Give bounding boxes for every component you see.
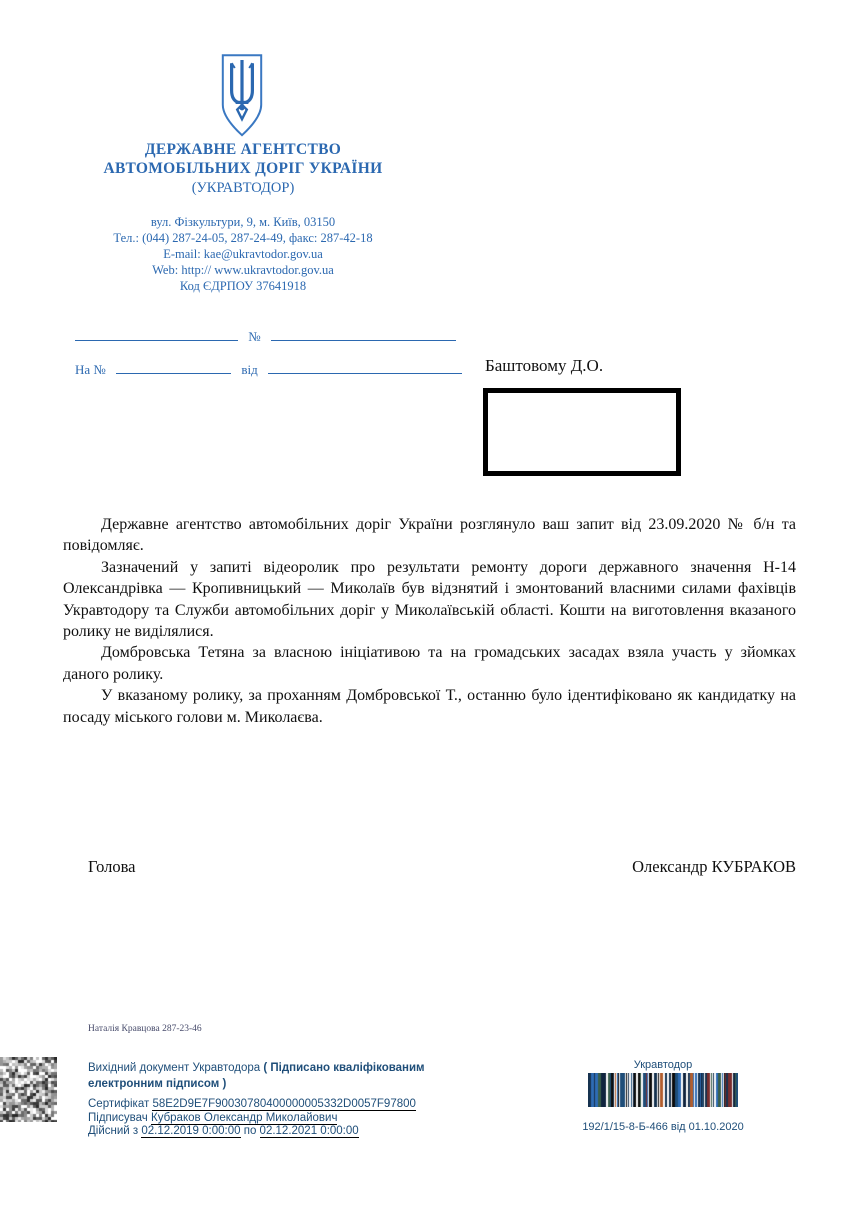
na-no-label: На № <box>75 362 106 377</box>
date-blank-field <box>75 328 238 341</box>
org-phone: Тел.: (044) 287-24-05, 287-24-49, факс: 287-42-18 <box>113 231 373 245</box>
coat-of-arms-icon <box>218 52 266 140</box>
signer-name: Олександр КУБРАКОВ <box>632 857 796 876</box>
body-paragraph-1: Державне агентство автомобільних доріг України розглянуло ваш запит від 23.09.2020 № б/н та повідомляє. <box>63 516 796 555</box>
executor-contact: Наталія Кравцова 287-23-46 <box>88 1024 202 1034</box>
valid-to-label: по <box>243 1125 257 1137</box>
outgoing-number-line <box>75 328 456 345</box>
trident-shield-logo <box>218 52 266 140</box>
incoming-date-blank <box>268 361 462 374</box>
body-paragraph-3: Домбровська Тетяна за власною ініціативою та на громадських засадах взяла участь у зйомках даного ролику. <box>63 644 796 683</box>
valid-label: Дійсний з <box>88 1125 139 1137</box>
incoming-reference-line <box>75 361 462 378</box>
valid-from-link[interactable]: 02.12.2019 0:00:00 <box>141 1125 241 1137</box>
signed-note: ( Підписано кваліфікованим електронним підписом ) <box>88 1062 425 1090</box>
org-contacts-block <box>28 214 458 294</box>
signer-label: Підписувач <box>88 1111 148 1124</box>
org-name-line2: АВТОМОБІЛЬНИХ ДОРІГ УКРАЇНИ <box>103 159 383 177</box>
esign-intro <box>88 1060 466 1092</box>
esignature-block <box>88 1060 466 1139</box>
org-edrpou: Код ЄДРПОУ 37641918 <box>179 279 307 293</box>
validity-row <box>88 1125 466 1139</box>
org-name-block <box>28 141 458 197</box>
barcode <box>588 1073 738 1107</box>
org-short-name: (УКРАВТОДОР) <box>191 180 295 196</box>
certificate-row <box>88 1098 466 1112</box>
outgoing-doc-label: Вихідний документ Укравтодора <box>88 1062 261 1074</box>
vid-label: від <box>241 362 258 377</box>
org-name-line1: ДЕРЖАВНЕ АГЕНТСТВО <box>144 141 342 158</box>
valid-to-link[interactable]: 02.12.2021 0:00:00 <box>259 1125 359 1137</box>
signer-position: Голова <box>88 857 136 876</box>
recipient-name: Баштовому Д.О. <box>485 356 604 375</box>
org-address: вул. Фізкультури, 9, м. Київ, 03150 <box>150 215 336 229</box>
datamatrix-code <box>0 1057 57 1122</box>
certificate-link[interactable]: 58E2D9E7F90030780400000005332D0057F97800 <box>152 1098 416 1110</box>
signer-row <box>88 1112 466 1126</box>
barcode-title: Укравтодор <box>633 1059 693 1071</box>
body-paragraph-2: Зазначений у запиті відеоролик про результати ремонту дороги державного значення Н-14 Олександрівка — Кропивницький — Миколаїв був відзнятий і змонтований власними силами фахівців Укравтодору та Служби автомобільних доріг у Миколаївській області. Кошти на виготовлення вказаного ролику не виділялися. <box>63 558 796 641</box>
redaction-box <box>483 388 681 476</box>
body-paragraph-4: У вказаному ролику, за проханням Домбровської Т., останню було ідентифіковано як кандидатку на посаду міського голови м. Миколаєва. <box>63 687 796 726</box>
signer-link[interactable]: Кубраков Олександр Миколайович <box>151 1111 338 1124</box>
number-sign-label: № <box>248 329 261 344</box>
incoming-number-blank <box>116 361 231 374</box>
signature-row <box>88 857 796 877</box>
certificate-label: Сертифікат <box>88 1098 150 1110</box>
registration-barcode-block <box>573 1059 753 1133</box>
registration-number: 192/1/15-8-Б-466 від 01.10.2020 <box>582 1121 744 1133</box>
org-web: Web: http:// www.ukravtodor.gov.ua <box>152 263 334 277</box>
number-blank-field <box>271 328 456 341</box>
org-email: E-mail: kae@ukravtodor.gov.ua <box>163 247 323 261</box>
letter-body <box>63 514 796 728</box>
